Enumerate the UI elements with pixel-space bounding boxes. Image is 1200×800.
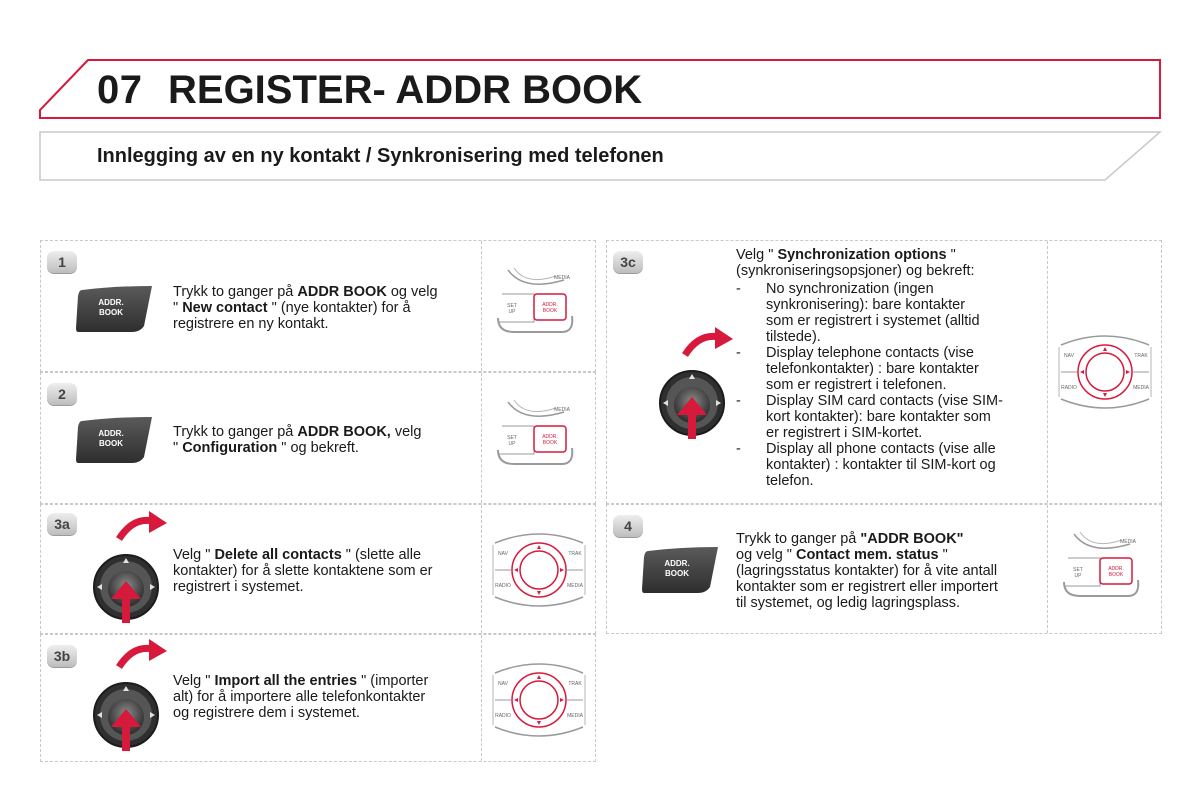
- radio-label: RADIO: [495, 583, 511, 589]
- trak-label: TRAK: [1134, 353, 1148, 359]
- chapter-title: REGISTER- ADDR BOOK: [168, 68, 643, 112]
- button-label-line1: ADDR.: [664, 559, 690, 568]
- media-label: MEDIA: [1133, 385, 1149, 391]
- step-1-panel: [40, 240, 596, 372]
- rotary-knob-icon: [81, 635, 171, 765]
- dial-thumbnail: [489, 525, 589, 615]
- dial-drawing: [489, 655, 589, 745]
- setup-label-line2: UP: [508, 309, 516, 315]
- console-drawing: [494, 266, 576, 336]
- setup-label-line2: UP: [1074, 573, 1082, 579]
- console-thumbnail: [494, 398, 576, 468]
- nav-label: NAV: [498, 551, 508, 557]
- list-item: - No synchronization (ingen synkronisering): bare kontakter som er registrert i systemet (alltid tilstede).: [736, 281, 1041, 345]
- dial-drawing: [489, 525, 589, 615]
- dial-drawing: [1055, 327, 1155, 417]
- emphasis: ADDR BOOK,: [297, 424, 391, 440]
- console-drawing: [494, 398, 576, 468]
- step-badge: 4: [613, 515, 643, 537]
- emphasis: "ADDR BOOK": [860, 531, 964, 547]
- emphasis: Contact mem. status: [795, 547, 939, 563]
- addr-label-line2: BOOK: [542, 440, 558, 446]
- trak-label: TRAK: [568, 551, 582, 557]
- step-badge: 3c: [613, 251, 643, 273]
- step-3b-text: Velg " Import all the entries " (importer alt) for å importere alle telefonkontakter og registrere dem i systemet.: [173, 673, 429, 721]
- step-1-text: Trykk to ganger på ADDR BOOK og velg " New contact " (nye kontakter) for å registrere en ny kontakt.: [173, 284, 438, 332]
- radio-label: RADIO: [1061, 385, 1077, 391]
- console-thumbnail: [1060, 530, 1142, 600]
- addr-book-button: [74, 284, 154, 334]
- step-3a-panel: [40, 504, 596, 634]
- setup-label-line2: UP: [508, 441, 516, 447]
- emphasis: Import all the entries: [214, 673, 358, 689]
- console-drawing: [1060, 530, 1142, 600]
- setup-label-line1: SET: [1073, 567, 1083, 573]
- list-item: - Display telephone contacts (vise telefonkontakter) : bare kontakter som er registrert i telefonen.: [736, 345, 1041, 393]
- section-subtitle: Innlegging av en ny kontakt / Synkronisering med telefonen: [97, 145, 664, 167]
- step-badge: 1: [47, 251, 77, 273]
- button-label-line1: ADDR.: [98, 298, 124, 307]
- button-label-line1: ADDR.: [98, 429, 124, 438]
- button-label-line2: BOOK: [99, 439, 123, 448]
- setup-label-line1: SET: [507, 303, 517, 309]
- setup-label-line1: SET: [507, 435, 517, 441]
- addr-label-line1: ADDR.: [1108, 566, 1124, 572]
- addr-book-button: [640, 545, 720, 595]
- emphasis: New contact: [182, 300, 268, 316]
- step-3a-text: Velg " Delete all contacts " (slette alle kontakter) for å slette kontaktene som er registrert i systemet.: [173, 547, 433, 595]
- step-badge: 2: [47, 383, 77, 405]
- step-4-text: Trykk to ganger på "ADDR BOOK" og velg " Contact mem. status " (lagringsstatus kontakter) for å vite antall kontakter som er registrert eller importert til systemet, og ledig lagringsplass.: [736, 531, 998, 611]
- addr-book-button: [74, 415, 154, 465]
- chapter-number: 07: [97, 68, 143, 112]
- media-label: MEDIA: [1120, 539, 1136, 545]
- emphasis: Synchronization options: [777, 247, 947, 263]
- nav-label: NAV: [498, 681, 508, 687]
- media-label: MEDIA: [554, 407, 570, 413]
- console-thumbnail: [494, 266, 576, 336]
- step-3c-text: Velg " Synchronization options " (synkroniseringsopsjoner) og bekreft: - No synchronization (ingen synkronisering): bare kontakter som er registrert i systemet (alltid tilstede). - Display telephone contacts (vise telefonkontakter) : bare kontakter som er registrert i telefonen. - Display SIM card contacts (vise SIM- kort kontakter): bare kontakter som er registrert i SIM-kortet. - Display all phone contacts (vise alle kontakter) : kontakter til SIM-kort og telefon.: [736, 247, 1041, 489]
- rotary-knob-icon: [647, 323, 737, 453]
- rotary-knob-icon: [81, 507, 171, 637]
- radio-label: RADIO: [495, 713, 511, 719]
- addr-label-line1: ADDR.: [542, 302, 558, 308]
- emphasis: ADDR BOOK: [297, 284, 387, 300]
- list-item: - Display all phone contacts (vise alle kontakter) : kontakter til SIM-kort og telefon.: [736, 441, 1041, 489]
- addr-label-line2: BOOK: [542, 308, 558, 314]
- emphasis: Delete all contacts: [214, 547, 342, 563]
- step-4-panel: [606, 504, 1162, 634]
- step-badge: 3b: [47, 645, 77, 667]
- sync-options-list: [736, 281, 1041, 489]
- emphasis: Configuration: [182, 440, 278, 456]
- media-label: MEDIA: [567, 713, 583, 719]
- trak-label: TRAK: [568, 681, 582, 687]
- step-2-text: Trykk to ganger på ADDR BOOK, velg " Configuration " og bekreft.: [173, 424, 422, 456]
- button-label-line2: BOOK: [99, 308, 123, 317]
- addr-label-line1: ADDR.: [542, 434, 558, 440]
- addr-label-line2: BOOK: [1108, 572, 1124, 578]
- step-3c-panel: [606, 240, 1162, 504]
- media-label: MEDIA: [554, 275, 570, 281]
- list-item: - Display SIM card contacts (vise SIM- kort kontakter): bare kontakter som er registrert i SIM-kortet.: [736, 393, 1041, 441]
- nav-label: NAV: [1064, 353, 1074, 359]
- dial-thumbnail: [489, 655, 589, 745]
- step-2-panel: [40, 372, 596, 504]
- dial-thumbnail: [1055, 327, 1155, 417]
- step-badge: 3a: [47, 513, 77, 535]
- media-label: MEDIA: [567, 583, 583, 589]
- button-label-line2: BOOK: [665, 569, 689, 578]
- step-3b-panel: [40, 634, 596, 762]
